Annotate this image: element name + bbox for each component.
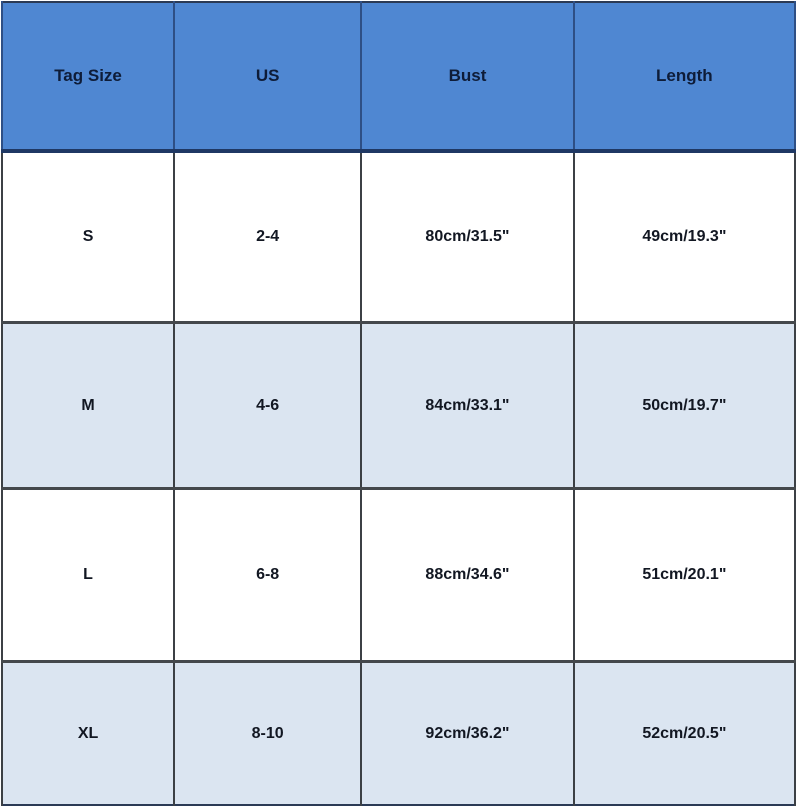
size-chart [1,1,796,791]
size-chart-table [1,1,796,806]
cell-s-us: 2-4 [174,151,361,323]
cell-s-length: 49cm/19.3" [574,151,795,323]
cell-xl-us: 8-10 [174,662,361,806]
cell-s-tag-size: S [2,151,174,323]
cell-xl-length: 52cm/20.5" [574,662,795,806]
table-row-l [2,489,795,662]
cell-s-bust: 80cm/31.5" [361,151,574,323]
cell-m-us: 4-6 [174,323,361,489]
cell-xl-tag-size: XL [2,662,174,806]
header-tag-size: Tag Size [2,2,174,151]
header-length: Length [574,2,795,151]
table-row-xl [2,662,795,806]
cell-l-bust: 88cm/34.6" [361,489,574,662]
cell-m-tag-size: M [2,323,174,489]
cell-m-bust: 84cm/33.1" [361,323,574,489]
header-us: US [174,2,361,151]
cell-l-length: 51cm/20.1" [574,489,795,662]
cell-l-tag-size: L [2,489,174,662]
cell-l-us: 6-8 [174,489,361,662]
header-row [2,2,795,151]
cell-m-length: 50cm/19.7" [574,323,795,489]
header-bust: Bust [361,2,574,151]
table-row-s [2,151,795,323]
table-row-m [2,323,795,489]
cell-xl-bust: 92cm/36.2" [361,662,574,806]
